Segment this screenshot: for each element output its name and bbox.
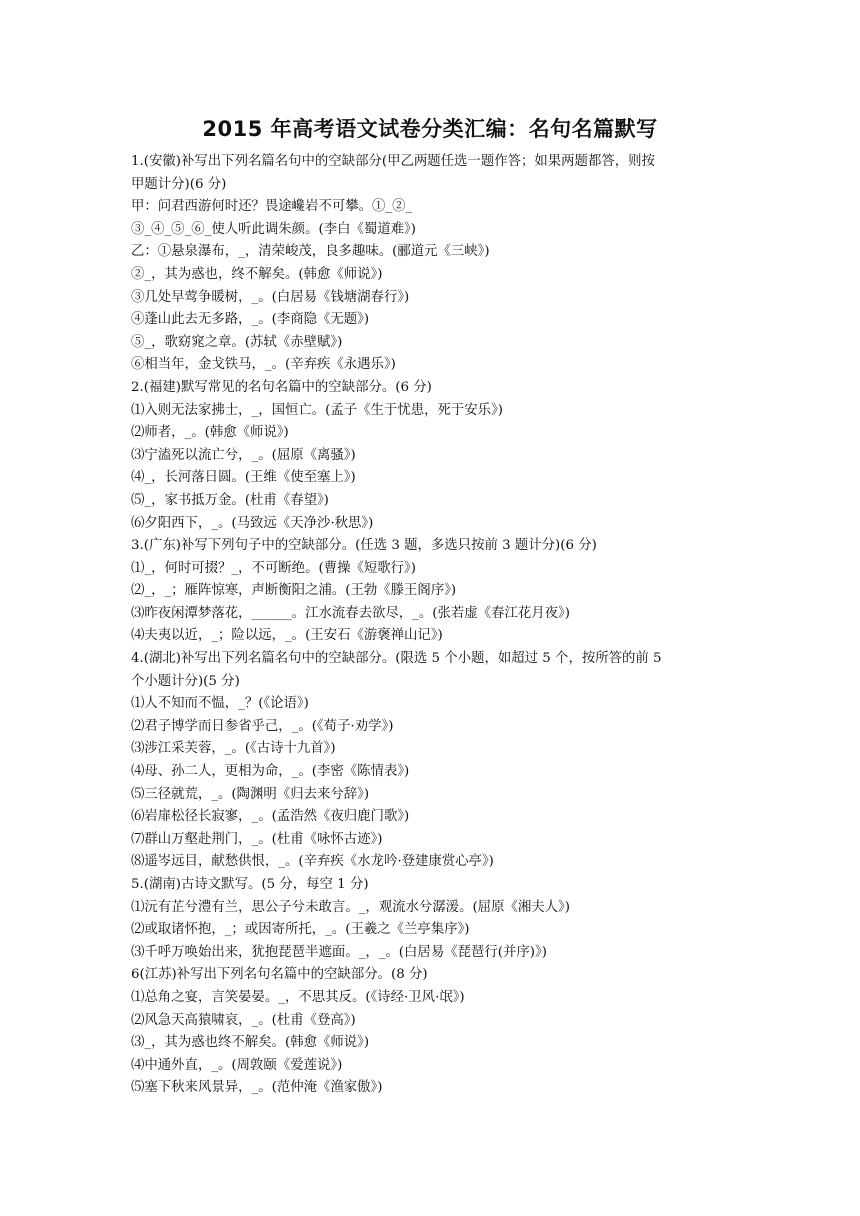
text-line: ⑷中通外直，_。(周敦颐《爱莲说》) [131, 1057, 343, 1073]
text-line: ⑶宁溘死以流亡兮，_。(屈原《离骚》) [131, 447, 356, 463]
text-line: ⑥相当年，金戈铁马，_。(辛弃疾《永遇乐》) [131, 357, 396, 373]
text-line: 1.(安徽)补写出下列名篇名句中的空缺部分(甲乙两题任选一题作答；如果两题都答，则按 [131, 154, 655, 169]
text-line: ⑵师者，_。(韩愈《师说》) [131, 425, 289, 441]
text-line: ⑸_，家书抵万金。(杜甫《春望》) [131, 492, 329, 508]
text-line: 5.(湖南)古诗文默写。(5 分，每空 1 分) [131, 877, 369, 892]
text-line: 乙：①悬泉瀑布，_，清荣峻茂，良多趣味。(郦道元《三峡》) [131, 244, 490, 260]
text-line: ⑵风急天高猿啸哀，_。(杜甫《登高》) [131, 1012, 356, 1028]
text-line: ③几处早莺争暖树，_。(白居易《钱塘湖春行》) [131, 289, 410, 305]
text-line: ⑺群山万壑赴荆门，_。(杜甫《咏怀古迹》) [131, 831, 383, 847]
text-line: ⑴总角之宴，言笑晏晏。_，不思其反。(《诗经·卫风·氓》) [131, 989, 465, 1005]
text-line: ⑵或取诸怀抱，_；或因寄所托，_。(王羲之《兰亭集序》) [131, 922, 470, 938]
text-line: ⑸塞下秋来风景异，_。(范仲淹《渔家傲》) [131, 1080, 383, 1096]
text-line: ⑶_，其为惑也终不解矣。(韩愈《师说》) [131, 1035, 370, 1051]
text-line: ⑤_，歌窈窕之章。(苏轼《赤壁赋》) [131, 334, 343, 350]
text-line: 甲题计分)(6 分) [131, 176, 227, 192]
text-line: 4.(湖北)补写出下列名篇名句中的空缺部分。(限选 5 个小题，如超过 5 个，按所答的前 5 [131, 651, 662, 667]
text-line: ⑴_，何时可掇？_，不可断绝。(曹操《短歌行》) [131, 560, 416, 576]
document-title: 2015 年高考语文试卷分类汇编：名句名篇默写 [202, 117, 658, 141]
text-line: ⑹岩扉松径长寂寥，_。(孟浩然《夜归鹿门歌》) [131, 809, 410, 825]
text-line: ⑶昨夜闲潭梦落花，______。江水流春去欲尽，_。(张若虚《春江花月夜》) [131, 605, 570, 621]
text-line: ⑷母、孙二人，更相为命，_。(李密《陈情表》) [131, 764, 410, 780]
text-line: ⑻遥岑远目，献愁供恨，_。(辛弃疾《水龙吟·登建康赏心亭》) [131, 854, 494, 870]
text-line: ⑵君子博学而日参省乎己，_。(《荀子·劝学》) [131, 718, 394, 734]
text-line: ⑴沅有芷兮澧有兰，思公子兮未敢言。_，观流水兮潺湲。(屈原《湘夫人》) [131, 899, 570, 915]
text-line: ⑹夕阳西下，_。(马致远《天净沙·秋思》) [131, 515, 374, 531]
text-line: 个小题计分)(5 分) [131, 673, 240, 689]
text-line: ⑴人不知而不愠，_？(《论语》) [131, 696, 309, 712]
text-line: 6(江苏)补写出下列名句名篇中的空缺部分。(8 分) [131, 967, 428, 983]
text-line: ④蓬山此去无多路，_。(李商隐《无题》) [131, 312, 370, 328]
text-line: ⑶涉江采芙蓉，_。(《古诗十九首》) [131, 741, 336, 757]
text-line: ⑸三径就荒，_。(陶渊明《归去来兮辞》) [131, 786, 370, 802]
text-line: ⑷夫夷以近，_；险以远，_。(王安石《游褒禅山记》) [131, 628, 443, 644]
text-line: ⑴入则无法家拂士，_，国恒亡。(孟子《生于忧患，死于安乐》) [131, 402, 503, 418]
text-line: ⑷_，长河落日圆。(王维《使至塞上》) [131, 470, 356, 486]
document-body [131, 151, 736, 1100]
text-line: 3.(广东)补写下列句子中的空缺部分。(任选 3 题，多选只按前 3 题计分)(6 分) [131, 538, 597, 554]
text-line: 甲：问君西游何时还？畏途巉岩不可攀。①_②_ [131, 199, 413, 215]
text-line: ②_，其为惑也，终不解矣。(韩愈《师说》) [131, 266, 383, 282]
text-line: ⑶千呼万唤始出来，犹抱琵琶半遮面。_，_。(白居易《琵琶行(并序)》) [131, 944, 547, 960]
text-line: ⑵_，_；雁阵惊寒，声断衡阳之浦。(王勃《滕王阁序》) [131, 583, 457, 599]
text-line: ③_④_⑤_⑥_使人听此调朱颜。(李白《蜀道难》) [131, 221, 416, 237]
text-line: 2.(福建)默写常见的名句名篇中的空缺部分。(6 分) [131, 379, 432, 395]
